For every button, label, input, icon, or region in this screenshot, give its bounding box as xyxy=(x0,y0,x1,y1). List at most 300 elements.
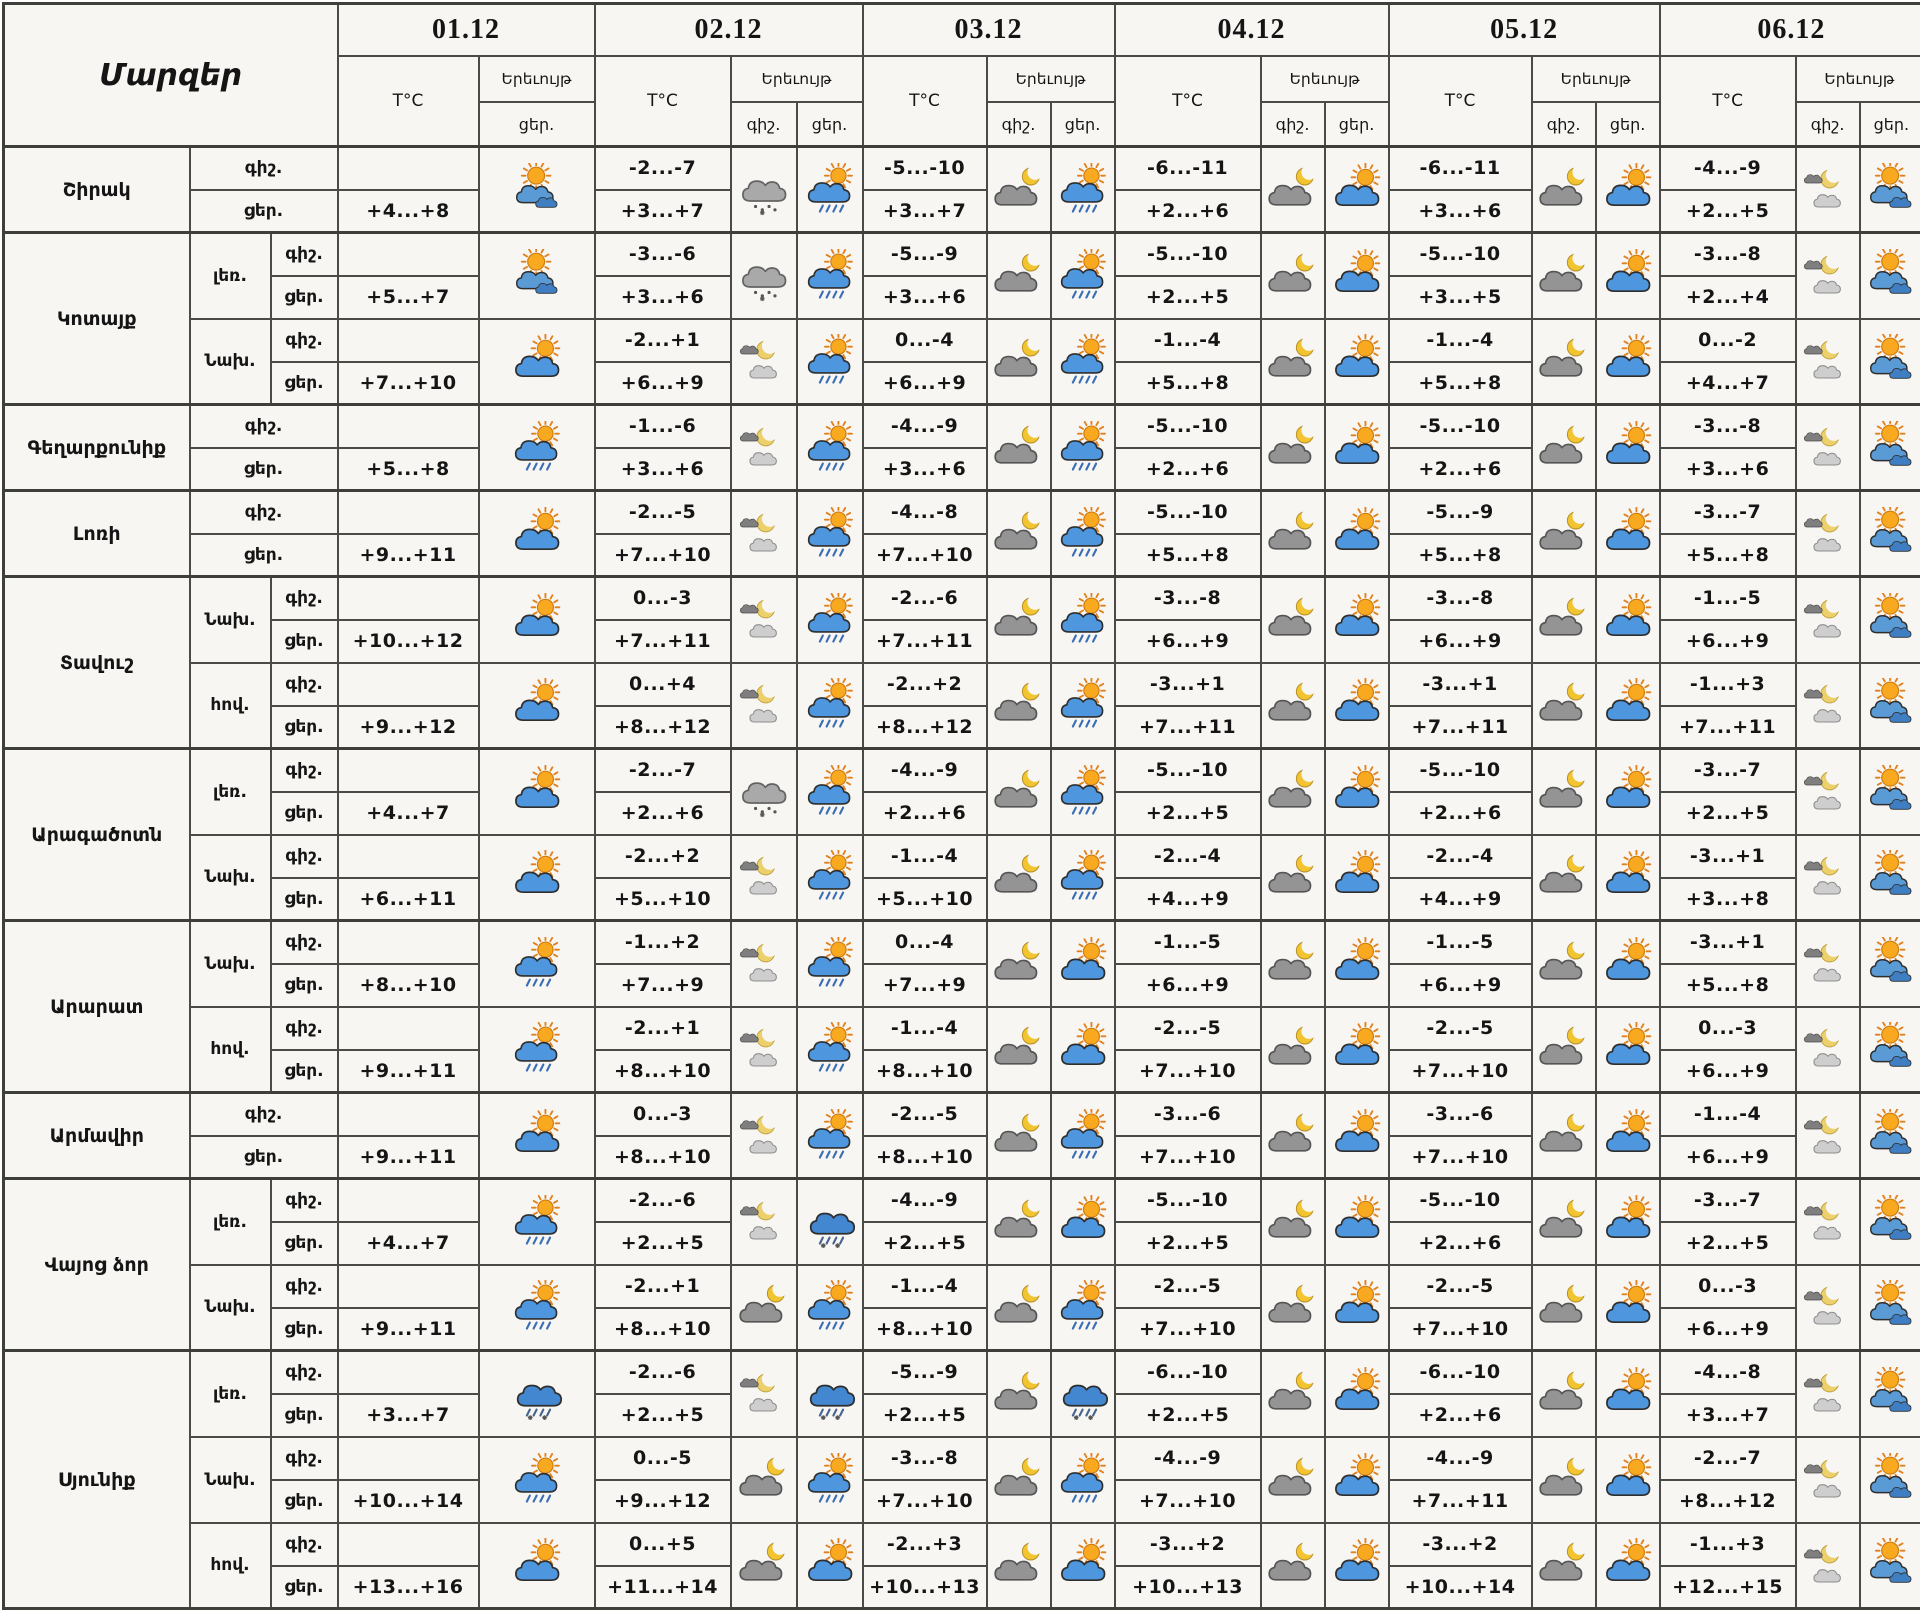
temp-night-cell: -1...+3 xyxy=(1660,1523,1796,1566)
temp-night-cell: -6...-10 xyxy=(1389,1351,1532,1394)
icon-night-cell xyxy=(1261,1179,1325,1265)
region-cell: Լոռի xyxy=(4,491,190,577)
sun-cloud-rain-icon xyxy=(1056,1453,1110,1507)
moon-cloud-icon xyxy=(992,1109,1046,1163)
icon-day-cell xyxy=(479,491,595,577)
temp-night-cell xyxy=(338,577,479,620)
moon-cloud-icon xyxy=(1266,1538,1320,1592)
temp-night-cell: -3...+1 xyxy=(1660,835,1796,878)
icon-night-cell xyxy=(1532,1093,1596,1179)
moon-cloud-icon xyxy=(1266,850,1320,904)
temp-day-cell: +2...+6 xyxy=(1115,448,1261,491)
temp-night-cell: -2...-5 xyxy=(863,1093,987,1136)
icon-day-cell xyxy=(1596,835,1660,921)
temp-day-cell: +8...+10 xyxy=(863,1308,987,1351)
temp-night-cell: -1...-5 xyxy=(1660,577,1796,620)
temp-day-cell: +3...+7 xyxy=(595,190,731,233)
icon-day-cell xyxy=(479,577,595,663)
icon-night-cell xyxy=(1532,663,1596,749)
temp-header: T°C xyxy=(595,56,731,147)
temp-night-cell: 0...-3 xyxy=(1660,1265,1796,1308)
icon-night-cell xyxy=(1261,1007,1325,1093)
temp-day-cell: +4...+8 xyxy=(338,190,479,233)
sun-cloud-icon xyxy=(1330,765,1384,819)
moon-cloud-icon xyxy=(1537,1022,1591,1076)
icon-night-cell xyxy=(987,1351,1051,1437)
temp-night-cell: -5...-10 xyxy=(1389,1179,1532,1222)
icon-day-cell xyxy=(1860,1437,1920,1523)
sun-cloud-icon xyxy=(1330,850,1384,904)
sun-cloud-icon xyxy=(1056,1538,1110,1592)
temp-day-cell: +7...+10 xyxy=(1389,1308,1532,1351)
temp-day-cell: +7...+10 xyxy=(863,1480,987,1523)
icon-night-cell xyxy=(1796,319,1860,405)
phenomenon-header: Երեւույթ xyxy=(1532,56,1660,102)
sun-cloud-icon xyxy=(1330,1280,1384,1334)
temp-night-cell: -4...-9 xyxy=(1389,1437,1532,1480)
zone-cell: Նախ. xyxy=(190,319,271,405)
cloud-rain-snow-icon xyxy=(510,1367,564,1421)
icon-day-cell xyxy=(1860,1179,1920,1265)
temp-night-cell: -2...+1 xyxy=(595,319,731,362)
temp-day-cell: +4...+9 xyxy=(1115,878,1261,921)
temp-night-cell xyxy=(338,1265,479,1308)
night-subheader: գիշ. xyxy=(1532,102,1596,147)
region-cell: Արմավիր xyxy=(4,1093,190,1179)
temp-day-cell: +7...+9 xyxy=(863,964,987,1007)
temp-header: T°C xyxy=(1660,56,1796,147)
night-label-cell: գիշ. xyxy=(271,1179,338,1222)
icon-day-cell xyxy=(797,835,863,921)
day-label-cell: ցեր. xyxy=(271,792,338,835)
temp-night-cell: -2...+2 xyxy=(595,835,731,878)
zone-cell: Նախ. xyxy=(190,1437,271,1523)
temp-night-cell: 0...+4 xyxy=(595,663,731,706)
temp-night-cell xyxy=(338,1437,479,1480)
icon-night-cell xyxy=(1261,835,1325,921)
sun-cloud-rain-icon xyxy=(510,1280,564,1334)
zone-cell: Նախ. xyxy=(190,577,271,663)
temp-night-cell: -2...-5 xyxy=(595,491,731,534)
icon-day-cell xyxy=(1051,749,1115,835)
night-label-cell: գիշ. xyxy=(190,405,338,448)
date-header-03.12: 03.12 xyxy=(863,4,1115,57)
temp-night-cell: -3...+1 xyxy=(1115,663,1261,706)
moon-cloud-icon xyxy=(1537,678,1591,732)
temp-day-cell: +3...+6 xyxy=(1660,448,1796,491)
temp-day-cell: +2...+6 xyxy=(1389,1394,1532,1437)
moon-cloud-icon xyxy=(737,1453,791,1507)
sun-cloud-icon xyxy=(1330,937,1384,991)
sun-low-clouds-icon xyxy=(1864,765,1918,819)
temp-night-cell xyxy=(338,921,479,964)
icon-day-cell xyxy=(797,1351,863,1437)
icon-day-cell xyxy=(1051,1093,1115,1179)
temp-day-cell: +2...+5 xyxy=(1660,1222,1796,1265)
temp-night-cell xyxy=(338,663,479,706)
icon-day-cell xyxy=(797,147,863,233)
night-label-cell: գիշ. xyxy=(271,1523,338,1566)
date-header-06.12: 06.12 xyxy=(1660,4,1920,57)
icon-day-cell xyxy=(1860,319,1920,405)
sun-cloud-icon xyxy=(510,334,564,388)
temp-night-cell: -3...-8 xyxy=(1389,577,1532,620)
temp-day-cell: +9...+12 xyxy=(338,706,479,749)
icon-night-cell xyxy=(1532,835,1596,921)
temp-night-cell: -2...+1 xyxy=(595,1007,731,1050)
icon-night-cell xyxy=(731,233,797,319)
moon-cloud-icon xyxy=(1537,163,1591,217)
temp-day-cell: +3...+7 xyxy=(338,1394,479,1437)
phenomenon-header: Երեւույթ xyxy=(479,56,595,102)
sun-cloud-icon xyxy=(1601,1022,1655,1076)
temp-night-cell: -1...-4 xyxy=(1389,319,1532,362)
temp-day-cell: +3...+6 xyxy=(595,276,731,319)
icon-night-cell xyxy=(1796,405,1860,491)
moon-cloud-icon xyxy=(992,334,1046,388)
temp-night-cell: -4...-8 xyxy=(1660,1351,1796,1394)
region-cell: Արագածոտն xyxy=(4,749,190,921)
sun-cloud-icon xyxy=(1330,1109,1384,1163)
temp-day-cell: +3...+6 xyxy=(595,448,731,491)
icon-day-cell xyxy=(1860,1351,1920,1437)
temp-night-cell: 0...-4 xyxy=(863,921,987,964)
regions-header: Մարզեր xyxy=(4,4,338,147)
sun-cloud-icon xyxy=(1330,1195,1384,1249)
temp-night-cell: -1...+3 xyxy=(1660,663,1796,706)
sun-cloud-icon xyxy=(1056,937,1110,991)
icon-day-cell xyxy=(797,233,863,319)
icon-night-cell xyxy=(987,405,1051,491)
temp-day-cell: +7...+11 xyxy=(863,620,987,663)
sun-cloud-rain-icon xyxy=(803,678,857,732)
moon-cloud-icon xyxy=(1266,421,1320,475)
sun-low-clouds-icon xyxy=(1864,1195,1918,1249)
temp-day-cell: +6...+9 xyxy=(1660,1308,1796,1351)
icon-day-cell xyxy=(479,233,595,319)
icon-day-cell xyxy=(1596,921,1660,1007)
temp-night-cell xyxy=(338,1007,479,1050)
temp-day-cell: +2...+6 xyxy=(863,792,987,835)
icon-night-cell xyxy=(1796,233,1860,319)
icon-night-cell xyxy=(1261,663,1325,749)
icon-night-cell xyxy=(731,1437,797,1523)
sun-low-clouds-icon xyxy=(1864,249,1918,303)
icon-day-cell xyxy=(797,1093,863,1179)
temp-night-cell: -1...-4 xyxy=(1115,319,1261,362)
icon-night-cell xyxy=(731,835,797,921)
moon-clouds-icon xyxy=(1801,937,1855,991)
icon-night-cell xyxy=(1532,147,1596,233)
icon-day-cell xyxy=(1860,749,1920,835)
sun-cloud-icon xyxy=(1601,850,1655,904)
moon-clouds-icon xyxy=(1801,249,1855,303)
sun-cloud-rain-icon xyxy=(803,593,857,647)
moon-clouds-icon xyxy=(1801,334,1855,388)
cloud-rain-snow-icon xyxy=(803,1367,857,1421)
sun-cloud-rain-icon xyxy=(803,1280,857,1334)
icon-night-cell xyxy=(1796,1007,1860,1093)
icon-night-cell xyxy=(1532,233,1596,319)
zone-cell: հով. xyxy=(190,663,271,749)
temp-header: T°C xyxy=(1389,56,1532,147)
temp-night-cell: -3...-6 xyxy=(595,233,731,276)
icon-night-cell xyxy=(1796,835,1860,921)
icon-day-cell xyxy=(1325,921,1389,1007)
moon-cloud-icon xyxy=(1537,1195,1591,1249)
icon-day-cell xyxy=(1596,233,1660,319)
temp-day-cell: +2...+5 xyxy=(1660,792,1796,835)
temp-day-cell: +5...+8 xyxy=(1115,534,1261,577)
moon-cloud-icon xyxy=(992,1367,1046,1421)
icon-day-cell xyxy=(1860,147,1920,233)
temp-night-cell: -2...+2 xyxy=(863,663,987,706)
temp-day-cell: +7...+10 xyxy=(1115,1136,1261,1179)
temp-night-cell xyxy=(338,1093,479,1136)
sun-low-clouds-icon xyxy=(1864,1538,1918,1592)
sun-cloud-icon xyxy=(1330,421,1384,475)
temp-night-cell xyxy=(338,147,479,190)
sun-cloud-icon xyxy=(1330,1022,1384,1076)
icon-night-cell xyxy=(1796,1093,1860,1179)
icon-day-cell xyxy=(1051,319,1115,405)
icon-day-cell xyxy=(1860,491,1920,577)
sun-cloud-rain-icon xyxy=(803,1453,857,1507)
icon-night-cell xyxy=(731,1179,797,1265)
moon-clouds-icon xyxy=(737,421,791,475)
sun-cloud-rain-icon xyxy=(1056,507,1110,561)
sun-low-clouds-icon xyxy=(1864,593,1918,647)
zone-cell: հով. xyxy=(190,1007,271,1093)
cloud-snow-icon xyxy=(737,163,791,217)
temp-night-cell: -3...-8 xyxy=(863,1437,987,1480)
temp-night-cell: -5...-10 xyxy=(1115,233,1261,276)
temp-day-cell: +6...+9 xyxy=(595,362,731,405)
icon-day-cell xyxy=(1325,1179,1389,1265)
icon-night-cell xyxy=(987,1179,1051,1265)
temp-day-cell: +8...+12 xyxy=(595,706,731,749)
temp-day-cell: +5...+8 xyxy=(1660,964,1796,1007)
sun-cloud-icon xyxy=(1601,334,1655,388)
sun-cloud-icon xyxy=(1056,1022,1110,1076)
phenomenon-header: Երեւույթ xyxy=(987,56,1115,102)
temp-day-cell: +2...+5 xyxy=(595,1394,731,1437)
moon-clouds-icon xyxy=(1801,507,1855,561)
zone-cell: Նախ. xyxy=(190,921,271,1007)
icon-night-cell xyxy=(1532,491,1596,577)
icon-night-cell xyxy=(1261,749,1325,835)
sun-cloud-icon xyxy=(1601,678,1655,732)
temp-day-cell: +6...+9 xyxy=(1389,620,1532,663)
icon-night-cell xyxy=(1532,1179,1596,1265)
day-label-cell: ցեր. xyxy=(271,964,338,1007)
night-label-cell: գիշ. xyxy=(271,835,338,878)
moon-clouds-icon xyxy=(737,1109,791,1163)
moon-cloud-icon xyxy=(1266,1195,1320,1249)
region-cell: Կոտայք xyxy=(4,233,190,405)
temp-night-cell: -2...-5 xyxy=(1115,1007,1261,1050)
sun-low-clouds-icon xyxy=(1864,678,1918,732)
icon-night-cell xyxy=(987,233,1051,319)
icon-day-cell xyxy=(797,1007,863,1093)
icon-day-cell xyxy=(1325,1437,1389,1523)
sun-cloud-rain-icon xyxy=(510,421,564,475)
zone-cell: Նախ. xyxy=(190,1265,271,1351)
cloud-rain-snow-icon xyxy=(1056,1367,1110,1421)
icon-day-cell xyxy=(1596,1265,1660,1351)
sun-cloud-rain-icon xyxy=(510,1022,564,1076)
icon-night-cell xyxy=(987,147,1051,233)
icon-night-cell xyxy=(1796,749,1860,835)
temp-day-cell: +7...+10 xyxy=(1115,1050,1261,1093)
sun-cloud-rain-icon xyxy=(803,163,857,217)
sun-cloud-rain-icon xyxy=(1056,765,1110,819)
moon-cloud-icon xyxy=(1266,507,1320,561)
icon-day-cell xyxy=(797,749,863,835)
sun-cloud-rain-icon xyxy=(1056,334,1110,388)
moon-cloud-icon xyxy=(737,1280,791,1334)
temp-day-cell: +3...+6 xyxy=(1389,190,1532,233)
temp-night-cell: -5...-10 xyxy=(1115,405,1261,448)
temp-night-cell: -4...-9 xyxy=(863,749,987,792)
icon-night-cell xyxy=(1796,1351,1860,1437)
temp-day-cell: +4...+7 xyxy=(1660,362,1796,405)
date-header-02.12: 02.12 xyxy=(595,4,863,57)
moon-clouds-icon xyxy=(1801,1109,1855,1163)
temp-day-cell: +3...+6 xyxy=(863,276,987,319)
sun-cloud-icon xyxy=(1601,249,1655,303)
sun-cloud-icon xyxy=(510,678,564,732)
sun-cloud-rain-icon xyxy=(1056,163,1110,217)
moon-clouds-icon xyxy=(737,1367,791,1421)
moon-cloud-icon xyxy=(1266,1367,1320,1421)
temp-day-cell: +4...+9 xyxy=(1389,878,1532,921)
icon-night-cell xyxy=(987,1265,1051,1351)
icon-day-cell xyxy=(797,663,863,749)
icon-day-cell xyxy=(479,1351,595,1437)
temp-day-cell: +6...+9 xyxy=(1389,964,1532,1007)
sun-low-clouds-icon xyxy=(1864,1453,1918,1507)
night-label-cell: գիշ. xyxy=(190,1093,338,1136)
sun-cloud-icon xyxy=(1330,249,1384,303)
cloud-snow-icon xyxy=(737,249,791,303)
icon-night-cell xyxy=(1261,1523,1325,1609)
moon-cloud-icon xyxy=(1266,334,1320,388)
temp-night-cell: -1...-6 xyxy=(595,405,731,448)
night-label-cell: գիշ. xyxy=(271,663,338,706)
temp-day-cell: +5...+8 xyxy=(1389,362,1532,405)
night-label-cell: գիշ. xyxy=(190,491,338,534)
temp-day-cell: +5...+7 xyxy=(338,276,479,319)
sun-cloud-icon xyxy=(1601,1109,1655,1163)
icon-day-cell xyxy=(479,835,595,921)
day-label-cell: ցեր. xyxy=(271,706,338,749)
icon-night-cell xyxy=(1261,1437,1325,1523)
sun-low-clouds-icon xyxy=(1864,850,1918,904)
icon-day-cell xyxy=(1860,1093,1920,1179)
icon-day-cell xyxy=(797,1265,863,1351)
icon-day-cell xyxy=(479,749,595,835)
icon-night-cell xyxy=(1261,577,1325,663)
phenomenon-header: Երեւույթ xyxy=(731,56,863,102)
moon-clouds-icon xyxy=(737,1195,791,1249)
sun-cloud-rain-icon xyxy=(1056,1280,1110,1334)
icon-day-cell xyxy=(1596,405,1660,491)
temp-night-cell: 0...-4 xyxy=(863,319,987,362)
temp-day-cell: +2...+5 xyxy=(1115,792,1261,835)
icon-night-cell xyxy=(1532,577,1596,663)
day-label-cell: ցեր. xyxy=(271,1394,338,1437)
icon-day-cell xyxy=(797,491,863,577)
icon-day-cell xyxy=(1596,1093,1660,1179)
temp-night-cell: -5...-10 xyxy=(1389,749,1532,792)
icon-day-cell xyxy=(479,921,595,1007)
temp-night-cell: 0...-3 xyxy=(595,1093,731,1136)
day-label-cell: ցեր. xyxy=(271,1480,338,1523)
icon-night-cell xyxy=(1532,1523,1596,1609)
sun-cloud-icon xyxy=(1330,1367,1384,1421)
temp-day-cell: +9...+11 xyxy=(338,1050,479,1093)
icon-day-cell xyxy=(797,577,863,663)
icon-night-cell xyxy=(987,319,1051,405)
night-label-cell: գիշ. xyxy=(271,319,338,362)
temp-day-cell: +4...+7 xyxy=(338,792,479,835)
temp-day-cell: +7...+11 xyxy=(595,620,731,663)
temp-day-cell: +10...+14 xyxy=(338,1480,479,1523)
moon-cloud-icon xyxy=(1266,249,1320,303)
temp-night-cell: -2...-5 xyxy=(1115,1265,1261,1308)
night-label-cell: գիշ. xyxy=(271,577,338,620)
moon-cloud-icon xyxy=(1266,1022,1320,1076)
sun-cloud-rain-icon xyxy=(803,249,857,303)
temp-day-cell: +10...+13 xyxy=(863,1566,987,1609)
moon-clouds-icon xyxy=(1801,850,1855,904)
icon-night-cell xyxy=(731,921,797,1007)
icon-night-cell xyxy=(1261,1265,1325,1351)
day-label-cell: ցեր. xyxy=(190,190,338,233)
temp-night-cell: -2...+1 xyxy=(595,1265,731,1308)
moon-cloud-icon xyxy=(1266,1280,1320,1334)
weather-forecast-table xyxy=(2,2,1920,1610)
moon-cloud-icon xyxy=(992,593,1046,647)
moon-cloud-icon xyxy=(1537,334,1591,388)
sun-cloud-icon xyxy=(1330,507,1384,561)
icon-night-cell xyxy=(1261,491,1325,577)
temp-day-cell: +9...+12 xyxy=(595,1480,731,1523)
temp-day-cell: +6...+9 xyxy=(1115,964,1261,1007)
moon-cloud-icon xyxy=(1537,249,1591,303)
temp-day-cell: +2...+4 xyxy=(1660,276,1796,319)
moon-cloud-icon xyxy=(1266,937,1320,991)
temp-night-cell xyxy=(338,405,479,448)
icon-night-cell xyxy=(1532,921,1596,1007)
temp-day-cell: +8...+10 xyxy=(338,964,479,1007)
sun-cloud-icon xyxy=(1601,765,1655,819)
temp-night-cell: -2...+3 xyxy=(863,1523,987,1566)
temp-night-cell: -6...-11 xyxy=(1115,147,1261,190)
sun-cloud-icon xyxy=(1601,421,1655,475)
moon-clouds-icon xyxy=(1801,1453,1855,1507)
temp-night-cell: -2...-4 xyxy=(1115,835,1261,878)
icon-day-cell xyxy=(1051,577,1115,663)
icon-day-cell xyxy=(1596,491,1660,577)
icon-night-cell xyxy=(1796,1179,1860,1265)
temp-day-cell: +7...+9 xyxy=(595,964,731,1007)
icon-day-cell xyxy=(479,1007,595,1093)
temp-night-cell: -2...-7 xyxy=(595,749,731,792)
temp-day-cell: +6...+9 xyxy=(1660,620,1796,663)
sun-low-clouds-icon xyxy=(1864,1109,1918,1163)
